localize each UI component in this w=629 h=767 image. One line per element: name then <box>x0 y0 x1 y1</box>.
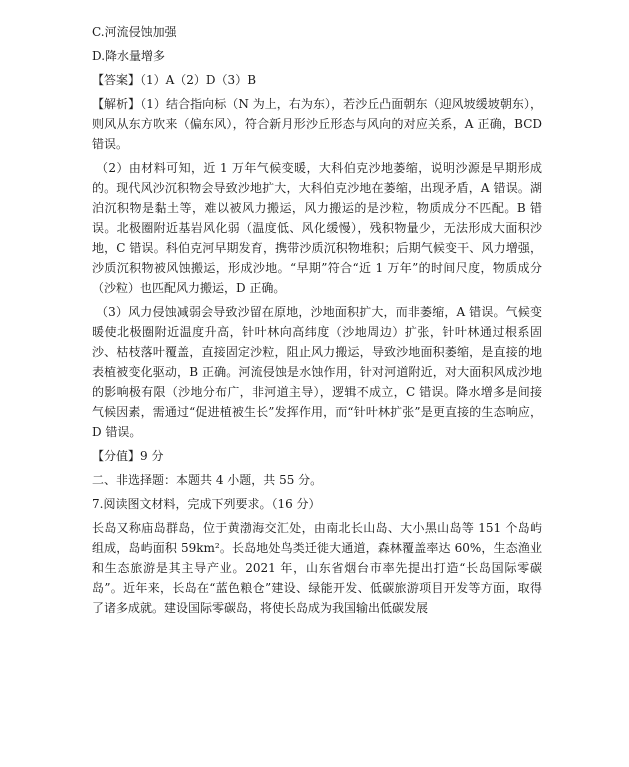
analysis-part-1: 【解析】（1）结合指向标（N 为上，右为东），若沙丘凸面朝东（迎风坡缓坡朝东），则风从东方吹来（偏东风），符合新月形沙丘形态与风向的对应关系，A 正确，BCD 错误。 <box>92 97 542 151</box>
option-d: D.降水量增多 <box>92 49 166 63</box>
score-line: 【分值】9 分 <box>92 449 164 463</box>
analysis-part-3: （3）风力侵蚀减弱会导致沙留在原地，沙地面积扩大，而非萎缩，A 错误。气候变暖使北极圈附近温度升高，针叶林向高纬度（沙地周边）扩张，针叶林通过根系固沙、枯枝落叶覆盖，直接固定沙粒，阻止风力搬运，导致沙地面积萎缩，是直接的地表植被变化驱动，B 正确。河流侵蚀是水蚀作用，针对河道附近，对大面积风成沙地的影响极有限（沙地分布广，非河道主导），逻辑不成立，C 错误。降水增多是间接气候因素，需通过“促进植被生长”发挥作用，而“针叶林扩张”是更直接的生态响应，D 错误。 <box>92 305 542 439</box>
question-7-title: 7.阅读图文材料，完成下列要求。（16 分） <box>92 497 321 511</box>
option-c: C.河流侵蚀加强 <box>92 25 177 39</box>
question-7-material: 长岛又称庙岛群岛，位于黄渤海交汇处，由南北长山岛、大小黑山岛等 151 个岛屿组成，岛屿面积 59km²。长岛地处鸟类迁徙大通道，森林覆盖率达 60%，生态渔业和生态旅游是其主导产业。2021 年，山东省烟台市率先提出打造“长岛国际零碳岛”。近年来，长岛在“蓝色粮仓”建设、绿能开发、低碳旅游项目开发等方面，取得了诸多成就。建设国际零碳岛，将使长岛成为我国输出低碳发展 <box>92 521 542 615</box>
section-heading: 二、非选择题：本题共 4 小题，共 55 分。 <box>92 473 323 487</box>
analysis-part-2: （2）由材料可知，近 1 万年气候变暖，大科伯克沙地萎缩，说明沙源是早期形成的。现代风沙沉积物会导致沙地扩大，大科伯克沙地在萎缩，出现矛盾，A 错误。湖泊沉积物是黏土等，难以被风力搬运，风力搬运的是沙粒，物质成分不匹配。B 错误。北极圈附近基岩风化弱（温度低、风化缓慢），残积物量少，无法形成大面积沙地，C 错误。科伯克河早期发育，携带沙质沉积物堆积；后期气候变干、风力增强，沙质沉积物被风蚀搬运，形成沙地。“早期”符合“近 1 万年”的时间尺度，物质成分（沙粒）也匹配风力搬运，D 正确。 <box>92 161 542 295</box>
answer-line: 【答案】（1）A（2）D（3）B <box>92 73 257 87</box>
document-page <box>92 22 542 618</box>
